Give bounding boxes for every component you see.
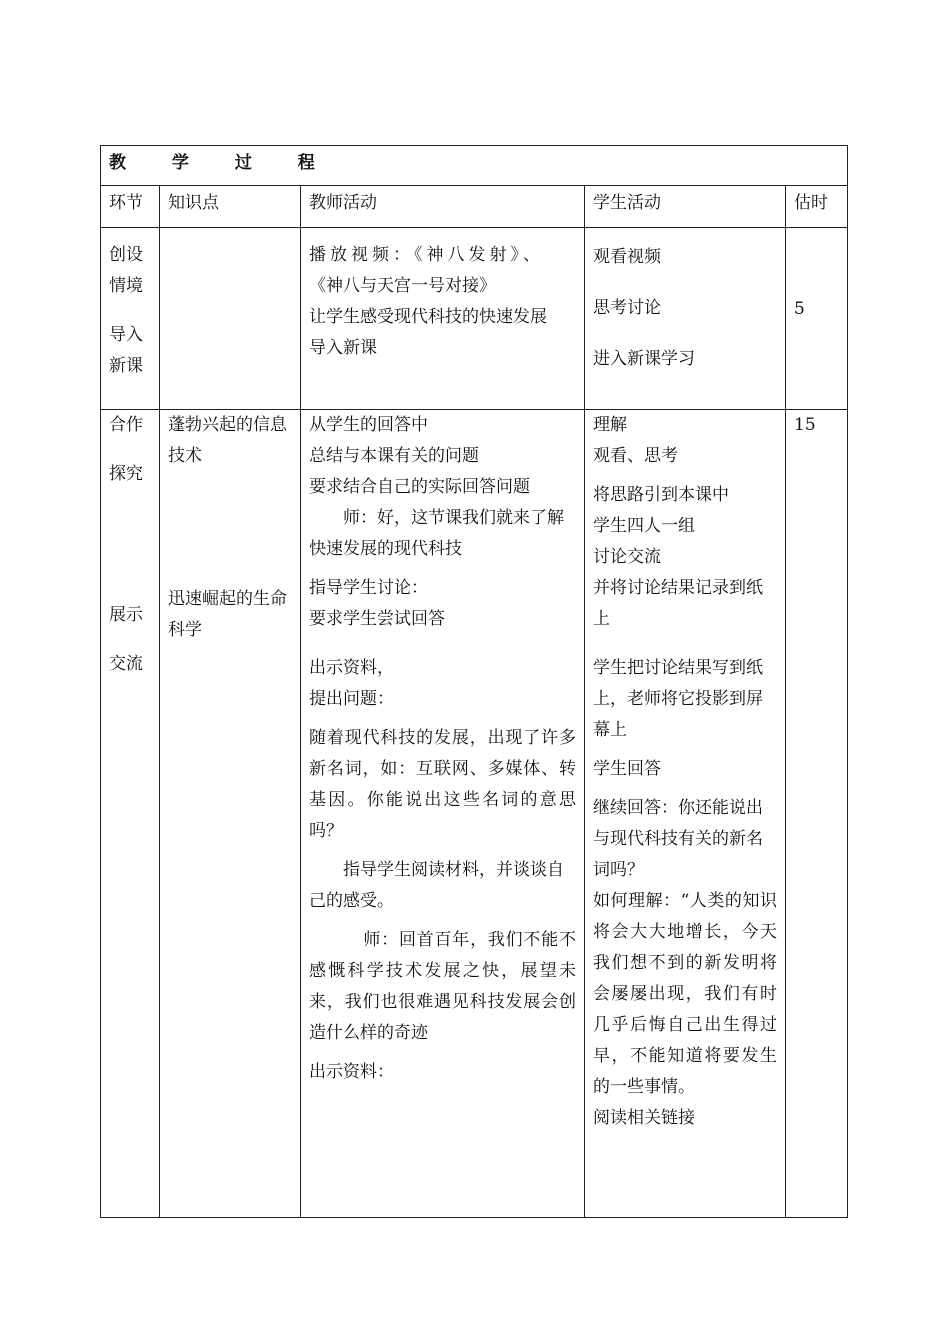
section-cell [101,228,160,410]
header-section: 环节 [101,186,160,228]
student-text: 观看、思考 [593,446,678,466]
header-row [101,186,848,228]
teacher-text: 指导学生阅读材料，并谈谈自己的感受。 [309,860,564,911]
student-cell [585,228,786,410]
teacher-text: 出示资料： [309,1062,394,1082]
student-cell [585,410,786,1218]
teacher-cell [301,228,585,410]
teacher-text: 指导学生讨论： [309,578,428,598]
teacher-text: 《神八与天宫一号对接》 [309,276,496,296]
knowledge-text: 蓬勃兴起的信息技术 [168,415,287,466]
table-row [101,228,848,410]
student-text: 学生回答 [593,759,661,779]
lesson-process-table [100,145,848,1218]
header-knowledge: 知识点 [160,186,301,228]
teacher-text: 总结与本课有关的问题 [309,446,479,466]
header-teacher: 教师活动 [301,186,585,228]
teacher-text: 导入新课 [309,338,377,358]
student-text: 理解 [593,415,627,435]
knowledge-cell [160,228,301,410]
time-cell [786,228,848,410]
student-text: 进入新课学习 [593,349,695,369]
section-text: 合作 [109,415,143,435]
teacher-text: 师：回首百年，我们不能不感慨科学技术发展之快，展望未来，我们也很难遇见科技发展会创造什么样的奇迹 [309,930,576,1043]
student-text: 阅读相关链接 [593,1108,695,1128]
student-text: 如何理解：“人类的知识将会大大地增长，今天我们想不到的新发明将会屡屡出现，我们有时几乎后悔自己出生得过早，不能知道将要发生的一些事情。 [593,891,777,1097]
teacher-cell [301,410,585,1218]
teacher-text: 师：好，这节课我们就来了解快速发展的现代科技 [309,508,564,559]
header-student: 学生活动 [585,186,786,228]
section-text: 展示 [109,605,143,625]
student-text: 观看视频 [593,247,661,267]
teacher-text: 播放视频：《神八发射》、 [309,245,544,265]
student-text: 学生把讨论结果写到纸上，老师将它投影到屏幕上 [593,658,763,740]
section-text: 交流 [109,654,143,674]
student-text: 学生四人一组 [593,516,695,536]
table-title: 教 学 过 程 [101,146,848,186]
section-text: 导入 [109,325,143,345]
section-text: 创设 [109,245,143,265]
student-text: 并将讨论结果记录到纸上 [593,578,763,629]
teacher-text: 出示资料， [309,658,394,678]
teacher-text: 随着现代科技的发展，出现了许多新名词，如：互联网、多媒体、转基因。你能说出这些名词的意思吗？ [309,728,576,841]
student-text: 思考讨论 [593,298,661,318]
teacher-text: 要求结合自己的实际回答问题 [309,477,530,497]
teacher-text: 让学生感受现代科技的快速发展 [309,307,547,327]
section-text: 情境 [109,276,143,296]
section-cell [101,410,160,1218]
time-value: 15 [794,415,816,435]
table-row [101,410,848,1218]
section-text: 探究 [109,464,143,484]
student-text: 继续回答：你还能说出与现代科技有关的新名词吗？ [593,798,763,880]
knowledge-cell [160,410,301,1218]
student-text: 讨论交流 [593,547,661,567]
student-text: 将思路引到本课中 [593,485,729,505]
knowledge-text: 迅速崛起的生命科学 [168,589,287,640]
section-text: 新课 [109,356,143,376]
time-cell [786,410,848,1218]
time-value: 5 [794,299,805,319]
header-time: 估时 [786,186,848,228]
teacher-text: 提出问题： [309,689,394,709]
teacher-text: 从学生的回答中 [309,415,428,435]
teacher-text: 要求学生尝试回答 [309,609,445,629]
